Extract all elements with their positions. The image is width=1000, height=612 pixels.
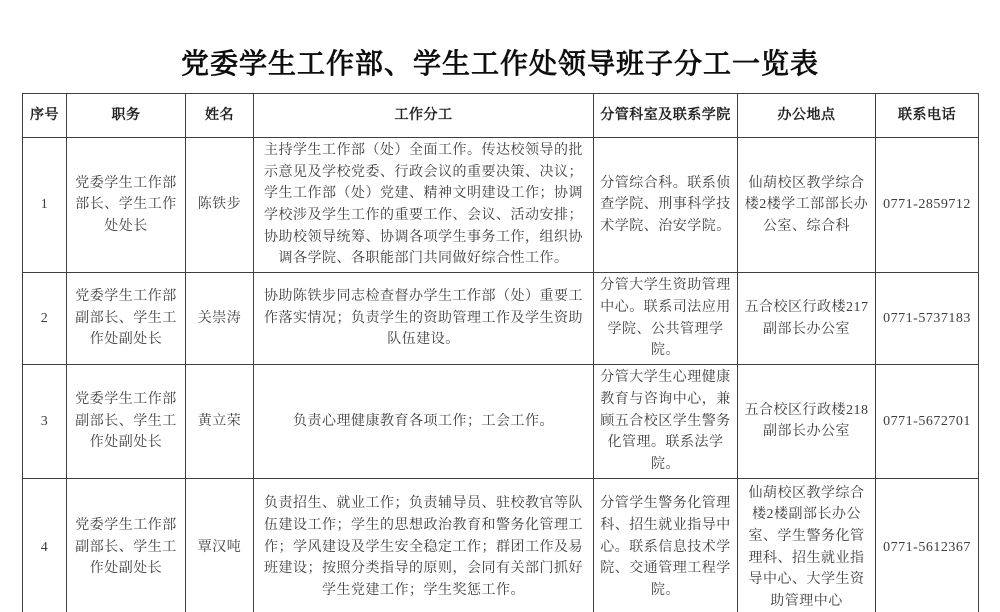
cell-position: 党委学生工作部副部长、学生工作处副处长 bbox=[67, 365, 186, 478]
column-header-position: 职务 bbox=[67, 94, 186, 138]
cell-phone: 0771-5612367 bbox=[876, 478, 979, 612]
column-header-office: 办公地点 bbox=[738, 94, 876, 138]
cell-position: 党委学生工作部部长、学生工作处处长 bbox=[67, 138, 186, 273]
cell-no: 2 bbox=[23, 273, 67, 365]
cell-name: 陈铁步 bbox=[186, 138, 254, 273]
column-header-no: 序号 bbox=[23, 94, 67, 138]
cell-departments: 分管大学生心理健康教育与咨询中心，兼顾五合校区学生警务化管理。联系法学院。 bbox=[594, 365, 738, 478]
cell-position: 党委学生工作部副部长、学生工作处副处长 bbox=[67, 273, 186, 365]
cell-phone: 0771-2859712 bbox=[876, 138, 979, 273]
cell-phone: 0771-5672701 bbox=[876, 365, 979, 478]
table-row bbox=[23, 273, 979, 365]
cell-office: 五合校区行政楼217副部长办公室 bbox=[738, 273, 876, 365]
cell-duties: 负责招生、就业工作；负责辅导员、驻校教官等队伍建设工作；学生的思想政治教育和警务化管理工作；学风建设及学生安全稳定工作；群团工作及易班建设；按照分类指导的原则，会同有关部门抓好学生党建工作；学生奖惩工作。 bbox=[254, 478, 594, 612]
cell-no: 4 bbox=[23, 478, 67, 612]
cell-duties: 负责心理健康教育各项工作；工会工作。 bbox=[254, 365, 594, 478]
table-header-row bbox=[23, 94, 979, 138]
cell-duties: 协助陈铁步同志检查督办学生工作部（处）重要工作落实情况；负责学生的资助管理工作及学生资助队伍建设。 bbox=[254, 273, 594, 365]
cell-office: 仙葫校区教学综合楼2楼学工部部长办公室、综合科 bbox=[738, 138, 876, 273]
table-row bbox=[23, 478, 979, 612]
column-header-duties: 工作分工 bbox=[254, 94, 594, 138]
cell-phone: 0771-5737183 bbox=[876, 273, 979, 365]
column-header-name: 姓名 bbox=[186, 94, 254, 138]
cell-duties: 主持学生工作部（处）全面工作。传达校领导的批示意见及学校党委、行政会议的重要决策、决议；学生工作部（处）党建、精神文明建设工作；协调学校涉及学生工作的重要工作、会议、活动安排；协助校领导统筹、协调各项学生事务工作，组织协调各学院、各职能部门共同做好综合性工作。 bbox=[254, 138, 594, 273]
table-row bbox=[23, 138, 979, 273]
column-header-phone: 联系电话 bbox=[876, 94, 979, 138]
cell-name: 关崇涛 bbox=[186, 273, 254, 365]
page-title: 党委学生工作部、学生工作处领导班子分工一览表 bbox=[180, 49, 819, 80]
cell-position: 党委学生工作部副部长、学生工作处副处长 bbox=[67, 478, 186, 612]
cell-name: 黄立荣 bbox=[186, 365, 254, 478]
cell-no: 3 bbox=[23, 365, 67, 478]
assignments-table bbox=[22, 93, 979, 612]
cell-departments: 分管大学生资助管理中心。联系司法应用学院、公共管理学院。 bbox=[594, 273, 738, 365]
cell-departments: 分管学生警务化管理科、招生就业指导中心。联系信息技术学院、交通管理工程学院。 bbox=[594, 478, 738, 612]
cell-name: 覃汉吨 bbox=[186, 478, 254, 612]
cell-no: 1 bbox=[23, 138, 67, 273]
cell-office: 仙葫校区教学综合楼2楼副部长办公室、学生警务化管理科、招生就业指导中心、大学生资助管理中心 bbox=[738, 478, 876, 612]
column-header-departments: 分管科室及联系学院 bbox=[594, 94, 738, 138]
cell-departments: 分管综合科。联系侦查学院、刑事科学技术学院、治安学院。 bbox=[594, 138, 738, 273]
table-row bbox=[23, 365, 979, 478]
cell-office: 五合校区行政楼218副部长办公室 bbox=[738, 365, 876, 478]
